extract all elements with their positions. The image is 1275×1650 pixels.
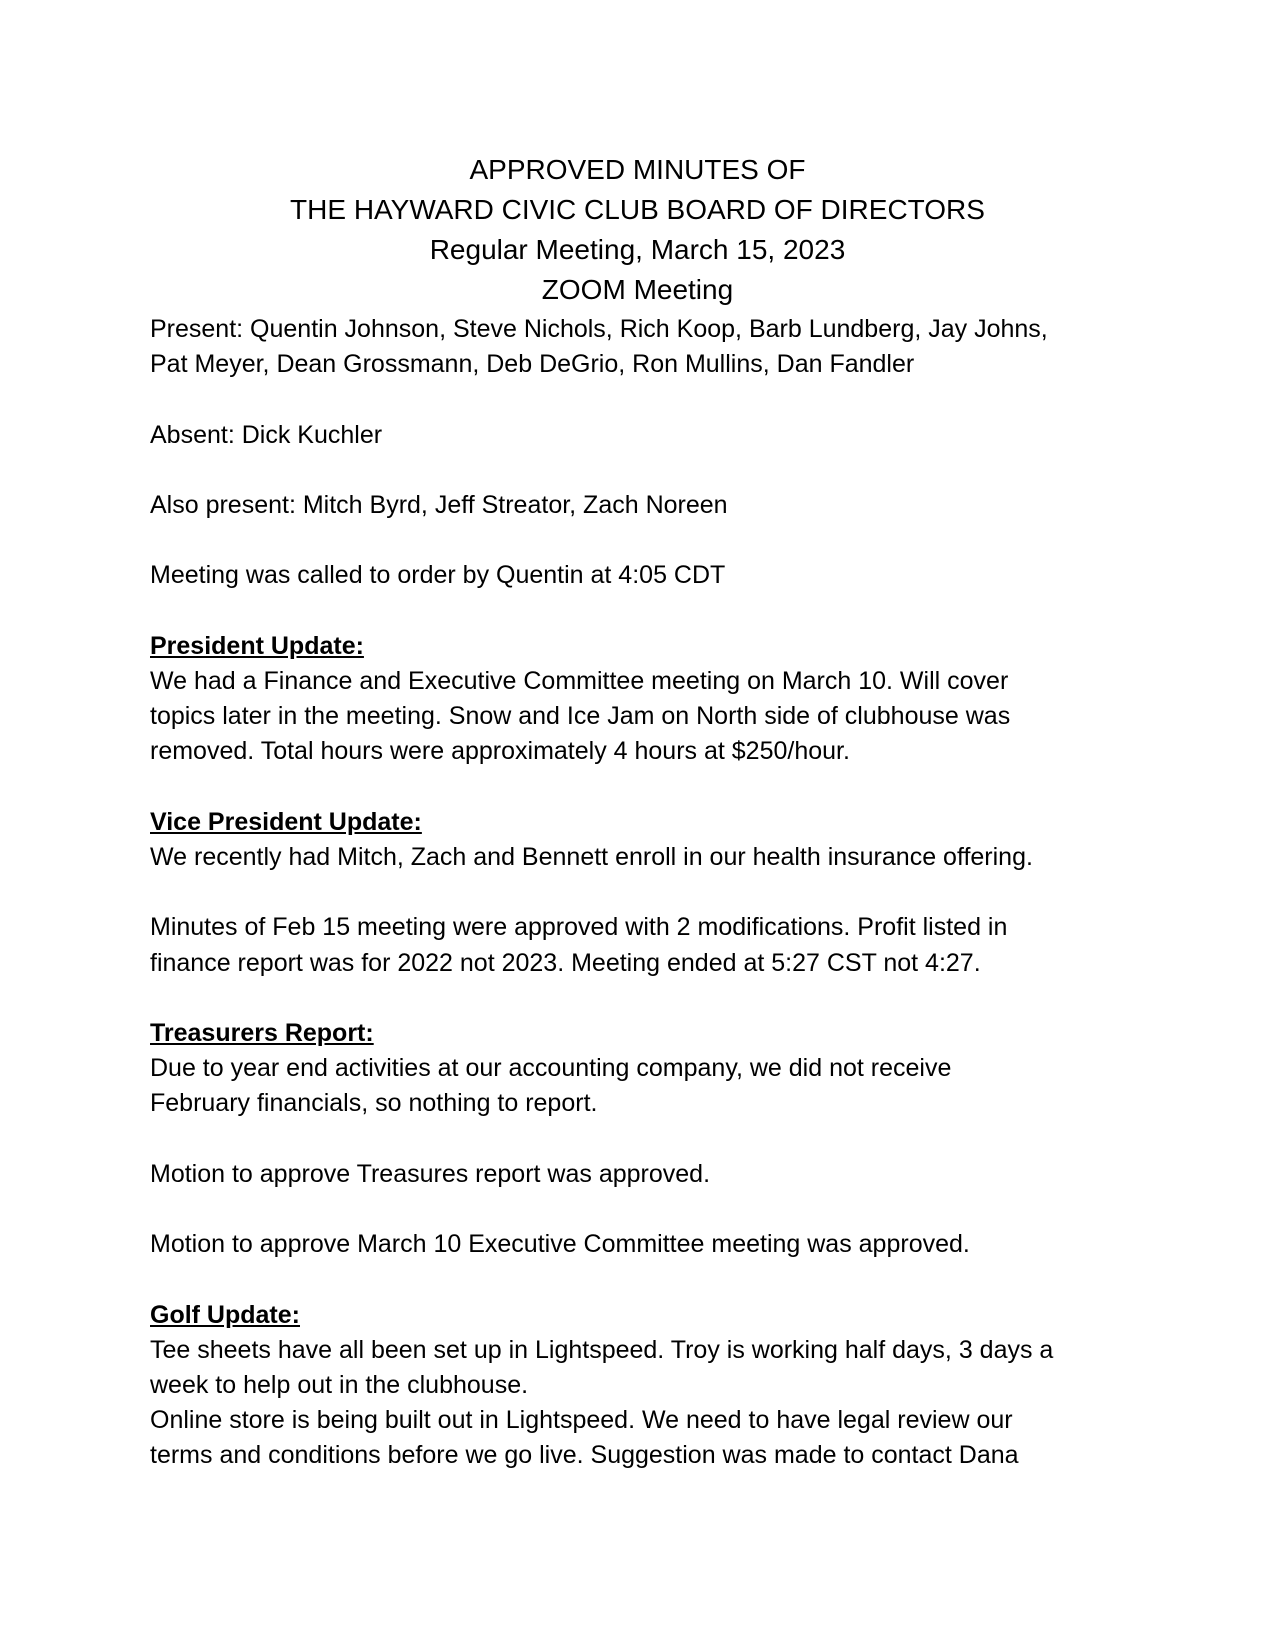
section-heading: Treasurers Report: [150,1018,374,1047]
paragraph-line: removed. Total hours were approximately 4 hours at $250/hour. [150,737,850,766]
paragraph-line: Tee sheets have all been set up in Lightspeed. Troy is working half days, 3 days a [150,1335,1054,1364]
document-title [0,150,1275,310]
paragraph-line: February financials, so nothing to report. [150,1089,598,1118]
spacer [150,453,1150,488]
also-present-list: Also present: Mitch Byrd, Jeff Streator, Zach Noreen [150,490,728,519]
spacer [150,1262,1150,1297]
golf-update-section [150,1298,1150,1474]
motion-line: Motion to approve Treasures report was approved. [150,1159,711,1188]
title-line: APPROVED MINUTES OF [469,154,806,185]
spacer [150,875,1150,910]
spacer [150,1192,1150,1227]
treasurers-report-section [150,1016,1150,1298]
section-heading: Golf Update: [150,1300,300,1329]
paragraph-line: topics later in the meeting. Snow and Ice Jam on North side of clubhouse was [150,702,1011,731]
president-update-section [150,629,1150,805]
title-line: THE HAYWARD CIVIC CLUB BOARD OF DIRECTORS [290,194,985,225]
spacer [150,1122,1150,1157]
attendance-section [150,312,1150,629]
paragraph-line: We had a Finance and Executive Committee meeting on March 10. Will cover [150,666,1009,695]
paragraph-line: finance report was for 2022 not 2023. Meeting ended at 5:27 CST not 4:27. [150,948,981,977]
motion-line: Motion to approve March 10 Executive Committee meeting was approved. [150,1230,970,1259]
paragraph-line: We recently had Mitch, Zach and Bennett enroll in our health insurance offering. [150,842,1033,871]
minutes-body [150,312,1150,1474]
present-list: Pat Meyer, Dean Grossmann, Deb DeGrio, Ron Mullins, Dan Fandler [150,350,915,379]
call-to-order: Meeting was called to order by Quentin at 4:05 CDT [150,561,726,590]
spacer [150,382,1150,417]
present-list: Present: Quentin Johnson, Steve Nichols, Rich Koop, Barb Lundberg, Jay Johns, [150,315,1048,343]
paragraph-line: Minutes of Feb 15 meeting were approved with 2 modifications. Profit listed in [150,913,1008,942]
spacer [150,981,1150,1016]
paragraph-line: terms and conditions before we go live. Suggestion was made to contact Dana [150,1441,1019,1470]
paragraph-line: week to help out in the clubhouse. [150,1370,529,1399]
absent-list: Absent: Dick Kuchler [150,420,383,449]
meeting-format-line: ZOOM Meeting [541,274,734,305]
meeting-date-line: Regular Meeting, March 15, 2023 [429,234,846,265]
section-heading: President Update: [150,631,364,660]
paragraph-line: Due to year end activities at our accounting company, we did not receive [150,1054,952,1083]
spacer [150,770,1150,805]
paragraph-line: Online store is being built out in Lightspeed. We need to have legal review our [150,1406,1013,1435]
spacer [150,523,1150,558]
section-heading: Vice President Update: [150,807,422,836]
spacer [150,594,1150,629]
vice-president-update-section [150,805,1150,1016]
